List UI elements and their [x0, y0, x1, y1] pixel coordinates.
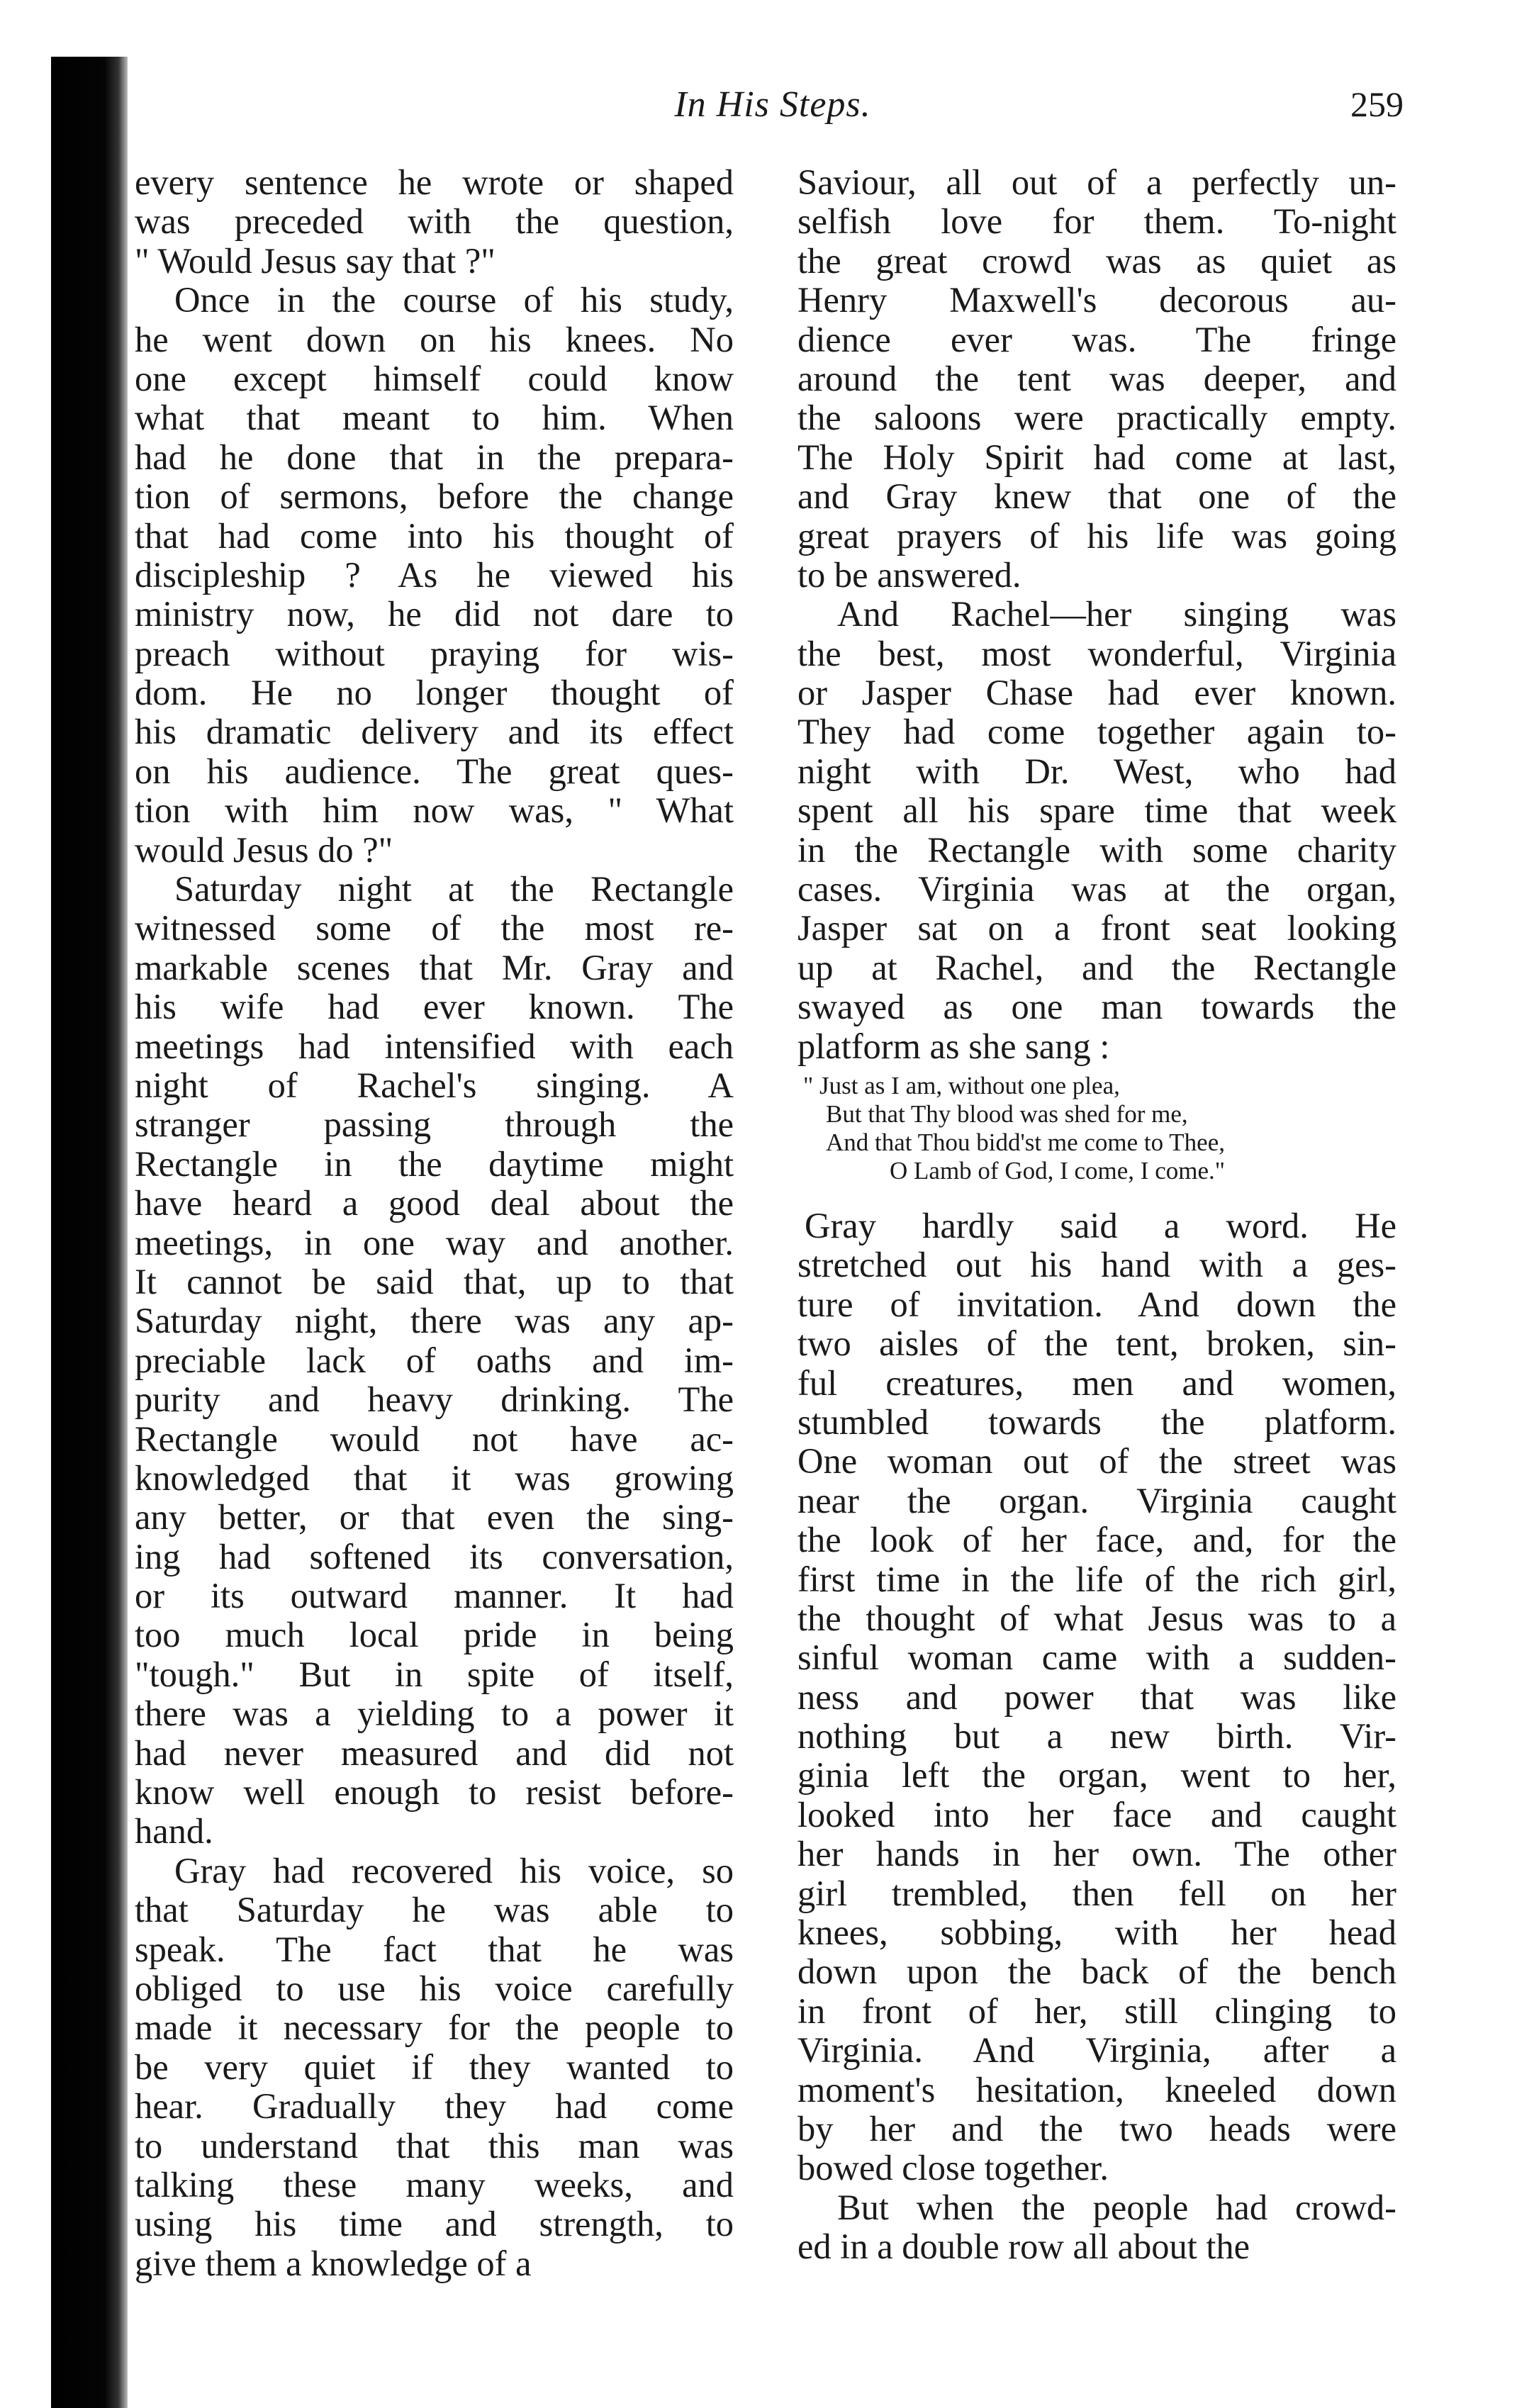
text-line: to be answered. — [797, 554, 1021, 595]
text-line: hear. Gradually they had come — [135, 2086, 734, 2127]
text-line: the thought of what Jesus was to a — [797, 1598, 1396, 1638]
text-line: Saturday night, there was any ap- — [135, 1301, 734, 1341]
text-line: the saloons were practically empty. — [797, 398, 1396, 438]
text-line: be very quiet if they wanted to — [135, 2046, 734, 2087]
text-line: obliged to use his voice carefully — [135, 1968, 734, 2008]
text-line: Rectangle in the daytime might — [135, 1143, 734, 1184]
text-line: that had come into his thought of — [135, 515, 734, 556]
text-line: night of Rachel's singing. A — [135, 1065, 734, 1105]
text-line: that Saturday he was able to — [135, 1890, 734, 1930]
text-line: The Holy Spirit had come at last, — [797, 437, 1396, 477]
text-line: or Jasper Chase had ever known. — [797, 673, 1396, 713]
text-line: preach without praying for wis- — [135, 633, 734, 673]
text-line: And Rachel—her singing was — [837, 594, 1396, 634]
text-line: Gray hardly said a word. He — [805, 1205, 1396, 1245]
text-line: ture of invitation. And down the — [797, 1284, 1396, 1324]
text-line: any better, or that even the sing- — [135, 1497, 734, 1538]
text-line: what that meant to him. When — [135, 398, 734, 438]
text-line: Saturday night at the Rectangle — [174, 869, 734, 909]
running-title: In His Steps. — [674, 84, 871, 125]
text-line: in the Rectangle with some charity — [797, 829, 1396, 870]
text-line: ing had softened its conversation, — [135, 1536, 734, 1577]
paragraph — [135, 1852, 734, 2283]
text-line: tion with him now was, " What — [135, 790, 734, 831]
text-line: selfish love for them. To-night — [797, 201, 1396, 242]
text-line: give them a knowledge of a — [135, 2243, 532, 2283]
text-line: to understand that this man was — [135, 2125, 734, 2166]
text-line: It cannot be said that, up to that — [135, 1261, 734, 1301]
text-line: knees, sobbing, with her head — [797, 1913, 1396, 1953]
text-line: by her and the two heads were — [797, 2108, 1396, 2149]
text-line: and Gray knew that one of the — [797, 476, 1396, 517]
paragraph — [135, 870, 734, 1852]
text-line: " Would Jesus say that ?" — [135, 240, 496, 281]
text-line: made it necessary for the people to — [135, 2007, 734, 2048]
text-line: platform as she sang : — [797, 1026, 1110, 1066]
text-line: ness and power that was like — [797, 1676, 1396, 1717]
text-line: great prayers of his life was going — [797, 515, 1396, 556]
running-head — [142, 84, 1404, 140]
text-line: knowledged that it was growing — [135, 1457, 734, 1498]
text-line: too much local pride in being — [135, 1615, 734, 1655]
text-line: have heard a good deal about the — [135, 1183, 734, 1223]
text-line: near the organ. Virginia caught — [797, 1480, 1396, 1521]
text-line: dom. He no longer thought of — [135, 673, 734, 713]
text-line: his wife had ever known. The — [135, 987, 734, 1027]
text-line: night with Dr. West, who had — [797, 751, 1396, 791]
paragraph — [135, 163, 734, 281]
text-line: around the tent was deeper, and — [797, 358, 1396, 398]
text-line: swayed as one man towards the — [797, 987, 1396, 1027]
hymn-verse — [797, 1072, 1396, 1185]
text-line: Gray had recovered his voice, so — [174, 1850, 734, 1891]
verse-line: O Lamb of God, I come, I come." — [890, 1156, 1226, 1185]
text-line: cases. Virginia was at the organ, — [797, 869, 1396, 909]
text-line: her hands in her own. The other — [797, 1834, 1396, 1874]
text-line: spent all his spare time that week — [797, 790, 1396, 831]
text-line: speak. The fact that he was — [135, 1929, 734, 1969]
text-line: Henry Maxwell's decorous au- — [797, 280, 1396, 320]
text-line: purity and heavy drinking. The — [135, 1379, 734, 1420]
verse-line: But that Thy blood was shed for me, — [826, 1099, 1188, 1128]
right-column-text-after-verse — [797, 1206, 1396, 2267]
text-line: nothing but a new birth. Vir- — [797, 1716, 1396, 1757]
text-line: One woman out of the street was — [797, 1441, 1396, 1482]
text-line: stumbled towards the platform. — [797, 1401, 1396, 1442]
text-line: down upon the back of the bench — [797, 1951, 1396, 1992]
right-text-column — [797, 163, 1396, 2267]
paragraph — [797, 163, 1396, 595]
text-line: tion of sermons, before the change — [135, 476, 734, 517]
text-line: bowed close together. — [797, 2148, 1109, 2188]
right-column-text-before-verse — [797, 163, 1396, 1066]
book-binding-shadow — [51, 57, 128, 2408]
text-line: one except himself could know — [135, 358, 734, 398]
text-line: stretched out his hand with a ges- — [797, 1245, 1396, 1285]
text-line: sinful woman came with a sudden- — [797, 1637, 1396, 1678]
text-line: he went down on his knees. No — [135, 319, 734, 359]
text-line: Saviour, all out of a perfectly un- — [797, 162, 1396, 202]
text-line: girl trembled, then fell on her — [797, 1873, 1396, 1913]
text-line: Once in the course of his study, — [174, 280, 734, 320]
text-line: Jasper sat on a front seat looking — [797, 908, 1396, 948]
text-line: ministry now, he did not dare to — [135, 594, 734, 634]
text-line: on his audience. The great ques- — [135, 751, 734, 791]
text-line: or its outward manner. It had — [135, 1576, 734, 1616]
verse-line: " Just as I am, without one plea, — [803, 1071, 1120, 1099]
text-line: Virginia. And Virginia, after a — [797, 2030, 1396, 2071]
text-line: witnessed some of the most re- — [135, 908, 734, 948]
text-line: two aisles of the tent, broken, sin- — [797, 1323, 1396, 1364]
text-line: the look of her face, and, for the — [797, 1520, 1396, 1560]
text-line: moment's hesitation, kneeled down — [797, 2069, 1396, 2110]
text-line: every sentence he wrote or shaped — [135, 162, 734, 202]
text-line: had never measured and did not — [135, 1732, 734, 1773]
text-line: in front of her, still clinging to — [797, 1990, 1396, 2031]
text-line: They had come together again to- — [797, 712, 1396, 752]
text-line: markable scenes that Mr. Gray and — [135, 947, 734, 987]
text-line: stranger passing through the — [135, 1104, 734, 1145]
text-line: But when the people had crowd- — [837, 2187, 1396, 2227]
text-line: meetings, in one way and another. — [135, 1222, 734, 1262]
paragraph — [797, 2188, 1396, 2267]
verse-line: And that Thou bidd'st me come to Thee, — [826, 1128, 1225, 1156]
text-line: hand. — [135, 1811, 213, 1852]
text-line: talking these many weeks, and — [135, 2164, 734, 2205]
text-line: Rectangle would not have ac- — [135, 1418, 734, 1459]
text-line: ful creatures, men and women, — [797, 1362, 1396, 1403]
text-line: preciable lack of oaths and im- — [135, 1340, 734, 1380]
paragraph — [135, 281, 734, 870]
text-line: first time in the life of the rich girl, — [797, 1559, 1396, 1599]
text-line: had he done that in the prepara- — [135, 437, 734, 477]
text-line: ginia left the organ, went to her, — [797, 1755, 1396, 1796]
text-line: meetings had intensified with each — [135, 1026, 734, 1066]
text-line: ed in a double row all about the — [797, 2227, 1250, 2267]
text-line: there was a yielding to a power it — [135, 1693, 734, 1734]
text-line: the best, most wonderful, Virginia — [797, 633, 1396, 673]
text-line: using his time and strength, to — [135, 2204, 734, 2244]
text-line: the great crowd was as quiet as — [797, 240, 1396, 281]
paragraph — [797, 595, 1396, 1066]
text-line: was preceded with the question, — [135, 201, 734, 242]
text-line: know well enough to resist before- — [135, 1772, 734, 1813]
left-text-column — [135, 163, 734, 2283]
text-line: up at Rachel, and the Rectangle — [797, 947, 1396, 987]
text-line: looked into her face and caught — [797, 1794, 1396, 1835]
page-number: 259 — [1350, 84, 1404, 124]
text-line: "tough." But in spite of itself, — [135, 1654, 734, 1694]
text-line: discipleship ? As he viewed his — [135, 554, 734, 595]
paragraph — [797, 1206, 1396, 2188]
text-line: dience ever was. The fringe — [797, 319, 1396, 359]
text-line: his dramatic delivery and its effect — [135, 712, 734, 752]
text-line: would Jesus do ?" — [135, 829, 393, 870]
